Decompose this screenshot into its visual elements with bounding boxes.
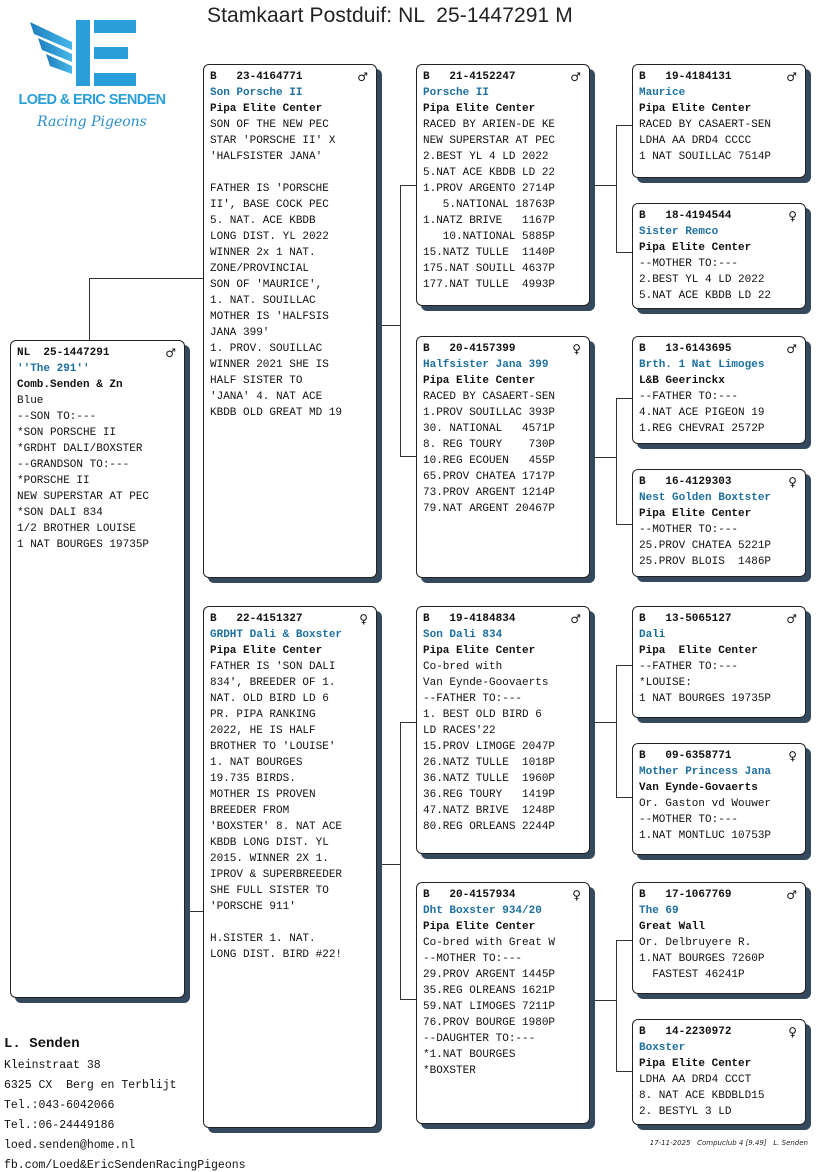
pigeon-owner: Pipa Elite Center bbox=[639, 103, 752, 115]
connector-fm-branch bbox=[616, 398, 633, 525]
card-text-line: --MOTHER TO:--- bbox=[423, 953, 523, 965]
pedigree-card-father-mother[interactable] bbox=[416, 336, 590, 578]
connector-ff-parents bbox=[590, 185, 616, 186]
card-text-line: 1.NATZ BRIVE 1167P bbox=[423, 215, 556, 227]
card-text-line: --MOTHER TO:--- bbox=[639, 814, 739, 826]
ring-number: B 21-4152247 bbox=[423, 71, 516, 83]
card-text-line: IPROV & SUPERBREEDER bbox=[210, 869, 343, 881]
pigeon-owner: Pipa Elite Center bbox=[423, 103, 536, 115]
card-text-line: 1. PROV. SOUILLAC bbox=[210, 343, 323, 355]
card-text-line: 76.PROV BOURGE 1980P bbox=[423, 1017, 556, 1029]
card-text-line: --FATHER TO:--- bbox=[639, 391, 739, 403]
card-text-line: NAT. OLD BIRD LD 6 bbox=[210, 693, 329, 705]
logo-mark-icon bbox=[12, 16, 172, 92]
ring-number-row bbox=[639, 474, 799, 490]
ring-number-row bbox=[17, 345, 178, 361]
pigeon-name: ''The 291'' bbox=[17, 363, 90, 375]
card-text-line: WINNER 2x 1 NAT. bbox=[210, 247, 316, 259]
pigeon-owner: Pipa Elite Center bbox=[210, 645, 323, 657]
card-text-line: Van Eynde-Goovaerts bbox=[423, 677, 549, 689]
card-text-line: NEW SUPERSTAR AT PEC bbox=[17, 491, 150, 503]
male-sex-icon: ♂ bbox=[165, 346, 176, 360]
card-text-line: FATHER IS 'PORSCHE bbox=[210, 183, 329, 195]
connector-father-parents bbox=[377, 325, 400, 326]
pedigree-card-mmf[interactable] bbox=[632, 882, 806, 994]
card-text-line: LDHA AA DRD4 CCCT bbox=[639, 1074, 752, 1086]
card-text-line: 1 NAT BOURGES 19735P bbox=[17, 539, 150, 551]
address-line: Kleinstraat 38 bbox=[4, 1059, 101, 1072]
pedigree-card-father[interactable] bbox=[203, 64, 377, 578]
card-text-line: 36.NATZ TULLE 1960P bbox=[423, 773, 556, 785]
card-text-line: STAR 'PORSCHE II' X bbox=[210, 135, 336, 147]
card-text-line: 79.NAT ARGENT 20467P bbox=[423, 503, 556, 515]
ring-number-row bbox=[639, 1024, 799, 1040]
ring-number: B 19-4184834 bbox=[423, 613, 516, 625]
ring-number-row bbox=[423, 341, 583, 357]
card-text-line: NEW SUPERSTAR AT PEC bbox=[423, 135, 556, 147]
card-text-line: 80.REG ORLEANS 2244P bbox=[423, 821, 556, 833]
card-text-line: 36.REG TOURY 1419P bbox=[423, 789, 556, 801]
card-text-line: 'PORSCHE 911' bbox=[210, 901, 296, 913]
pigeon-name: Maurice bbox=[639, 87, 686, 99]
pigeon-owner: L&B Geerinckx bbox=[639, 375, 725, 387]
phone-line: Tel.:043-6042066 bbox=[4, 1099, 115, 1112]
card-text-line: --MOTHER TO:--- bbox=[639, 258, 739, 270]
card-text-line: 1. NAT BOURGES bbox=[210, 757, 303, 769]
ring-number: B 17-1067769 bbox=[639, 889, 732, 901]
card-text-line: 177.NAT TULLE 4993P bbox=[423, 279, 556, 291]
ring-number: B 13-6143695 bbox=[639, 343, 732, 355]
card-text-line: 2022, HE IS HALF bbox=[210, 725, 316, 737]
card-text-line: 1. NAT. SOUILLAC bbox=[210, 295, 316, 307]
card-text-line: KBDB OLD GREAT MD 19 bbox=[210, 407, 343, 419]
card-text-line: BROTHER TO 'LOUISE' bbox=[210, 741, 336, 753]
ring-number-row bbox=[210, 69, 370, 85]
card-text-line: 1.PROV SOUILLAC 393P bbox=[423, 407, 556, 419]
ring-number-row bbox=[423, 611, 583, 627]
connector-father-branch bbox=[400, 185, 417, 457]
ring-number: B 14-2230972 bbox=[639, 1026, 732, 1038]
card-text-line: --FATHER TO:--- bbox=[639, 661, 739, 673]
card-text-line: --MOTHER TO:--- bbox=[639, 524, 739, 536]
male-sex-icon: ♂ bbox=[786, 70, 797, 84]
card-text-line: KBDB LONG DIST. YL bbox=[210, 837, 329, 849]
pigeon-name: Brth. 1 Nat Limoges bbox=[639, 359, 765, 371]
card-text-line: 2.BEST YL 4 LD 2022 bbox=[639, 274, 765, 286]
card-text-line: --DAUGHTER TO:--- bbox=[423, 1033, 536, 1045]
card-text-line: 1.REG CHEVRAI 2572P bbox=[639, 423, 765, 435]
card-text-line: FASTEST 46241P bbox=[639, 969, 745, 981]
pigeon-owner: Pipa Elite Center bbox=[639, 1058, 752, 1070]
ring-number: B 23-4164771 bbox=[210, 71, 303, 83]
pigeon-name: Nest Golden Boxtster bbox=[639, 492, 772, 504]
pigeon-name: Sister Remco bbox=[639, 226, 719, 238]
male-sex-icon: ♂ bbox=[570, 70, 581, 84]
logo-tagline: Racing Pigeons bbox=[37, 114, 147, 130]
ring-number: B 18-4194544 bbox=[639, 210, 732, 222]
card-text-line: H.SISTER 1. NAT. bbox=[210, 933, 316, 945]
phone-line: Tel.:06-24449186 bbox=[4, 1119, 115, 1132]
male-sex-icon: ♂ bbox=[357, 70, 368, 84]
pigeon-owner: Pipa Elite Center bbox=[210, 103, 323, 115]
print-footer: 17-11-2025 Compuclub 4 [9.49] L. Senden bbox=[649, 1139, 808, 1147]
card-text-line: 15.PROV LIMOGE 2047P bbox=[423, 741, 556, 753]
card-text-line: 30. NATIONAL 4571P bbox=[423, 423, 556, 435]
card-text-line: 175.NAT SOUILL 4637P bbox=[423, 263, 556, 275]
card-text-line: 5. NAT. ACE KBDB bbox=[210, 215, 316, 227]
card-text-line bbox=[210, 165, 370, 181]
card-text-line: 35.REG OLREANS 1621P bbox=[423, 985, 556, 997]
ring-number: B 19-4184131 bbox=[639, 71, 732, 83]
card-text-line: 25.PROV BLOIS 1486P bbox=[639, 556, 772, 568]
ring-number-row bbox=[639, 611, 799, 627]
ring-number: B 20-4157399 bbox=[423, 343, 516, 355]
card-text-line: 2015. WINNER 2X 1. bbox=[210, 853, 329, 865]
card-text-line: BREEDER FROM bbox=[210, 805, 290, 817]
card-text-line: 5.NATIONAL 18763P bbox=[423, 199, 556, 211]
ring-number: B 16-4129303 bbox=[639, 476, 732, 488]
pigeon-owner: Pipa Elite Center bbox=[423, 921, 536, 933]
card-text-line: 26.NATZ TULLE 1018P bbox=[423, 757, 556, 769]
owner-address bbox=[4, 1034, 246, 1172]
card-text-line: 1/2 BROTHER LOUISE bbox=[17, 523, 136, 535]
card-text-line: Co-bred with bbox=[423, 661, 503, 673]
pigeon-owner: Comb.Senden & Zn bbox=[17, 379, 123, 391]
ring-number-row bbox=[423, 887, 583, 903]
card-text-line: Or. Gaston vd Wouwer bbox=[639, 798, 772, 810]
card-text-line: JANA 399' bbox=[210, 327, 270, 339]
ring-number-row bbox=[639, 69, 799, 85]
card-text-line: 'HALFSISTER JANA' bbox=[210, 151, 323, 163]
pigeon-name: GRDHT Dali & Boxster bbox=[210, 629, 343, 641]
card-text-line: LDHA AA DRD4 CCCC bbox=[639, 135, 752, 147]
card-text-line: 8. NAT ACE KBDBLD15 bbox=[639, 1090, 765, 1102]
card-text-line: 5.NAT ACE KBDB LD 22 bbox=[639, 290, 772, 302]
pigeon-owner: Pipa Elite Center bbox=[423, 645, 536, 657]
pedigree-card-subject[interactable] bbox=[10, 340, 185, 998]
card-text-line: Or. Delbruyere R. bbox=[639, 937, 752, 949]
card-text-line: *BOXSTER bbox=[423, 1065, 476, 1077]
address-line: 6325 CX Berg en Terblijt bbox=[4, 1079, 177, 1092]
pigeon-name: Son Porsche II bbox=[210, 87, 303, 99]
female-sex-icon: ♀ bbox=[788, 475, 797, 489]
card-text-line: WINNER 2021 SHE IS bbox=[210, 359, 329, 371]
pedigree-card-mother-father[interactable] bbox=[416, 606, 590, 854]
card-text-line: Co-bred with Great W bbox=[423, 937, 556, 949]
card-text-line: 59.NAT LIMOGES 7211P bbox=[423, 1001, 556, 1013]
pigeon-owner: Van Eynde-Govaerts bbox=[639, 782, 758, 794]
ring-number: B 20-4157934 bbox=[423, 889, 516, 901]
pigeon-name: Boxster bbox=[639, 1042, 686, 1054]
card-text-line: 1.PROV ARGENTO 2714P bbox=[423, 183, 556, 195]
card-text-line: 1.NAT MONTLUC 10753P bbox=[639, 830, 772, 842]
female-sex-icon: ♀ bbox=[572, 342, 581, 356]
ring-number-row bbox=[639, 341, 799, 357]
card-text-line: ZONE/PROVINCIAL bbox=[210, 263, 310, 275]
male-sex-icon: ♂ bbox=[786, 342, 797, 356]
pigeon-name: The 69 bbox=[639, 905, 679, 917]
pedigree-card-mff[interactable] bbox=[632, 606, 806, 718]
card-text-line: 5.NAT ACE KBDB LD 22 bbox=[423, 167, 556, 179]
female-sex-icon: ♀ bbox=[788, 1025, 797, 1039]
card-text-line: RACED BY CASAERT-SEN bbox=[423, 391, 556, 403]
card-text-line: 25.PROV CHATEA 5221P bbox=[639, 540, 772, 552]
card-text-line: SON OF THE NEW PEC bbox=[210, 119, 329, 131]
ring-number-row bbox=[423, 69, 583, 85]
pigeon-owner: Pipa Elite Center bbox=[639, 508, 752, 520]
connector-fm-parents bbox=[590, 457, 616, 458]
connector-mother-branch bbox=[400, 722, 417, 1000]
ring-number-row bbox=[639, 208, 799, 224]
card-text-line: *PORSCHE II bbox=[17, 475, 90, 487]
ring-number: B 09-6358771 bbox=[639, 750, 732, 762]
pigeon-name: Son Dali 834 bbox=[423, 629, 503, 641]
connector-mf-branch bbox=[616, 665, 633, 798]
male-sex-icon: ♂ bbox=[570, 612, 581, 626]
pigeon-name: Mother Princess Jana bbox=[639, 766, 772, 778]
card-text-line: *LOUISE: bbox=[639, 677, 692, 689]
card-text-line: 47.NATZ BRIVE 1248P bbox=[423, 805, 556, 817]
male-sex-icon: ♂ bbox=[786, 888, 797, 902]
ring-number: NL 25-1447291 bbox=[17, 347, 110, 359]
owner-name: L. Senden bbox=[4, 1036, 80, 1052]
card-text-line: *GRDHT DALI/BOXSTER bbox=[17, 443, 143, 455]
card-text-line: --GRANDSON TO:--- bbox=[17, 459, 130, 471]
pigeon-owner: Pipa Elite Center bbox=[423, 375, 536, 387]
card-text-line: SHE FULL SISTER TO bbox=[210, 885, 329, 897]
ring-number-row bbox=[639, 887, 799, 903]
card-text-line: 834', BREEDER OF 1. bbox=[210, 677, 336, 689]
page-title: Stamkaart Postduif: NL 25-1447291 M bbox=[207, 4, 573, 27]
card-text-line: 4.NAT ACE PIGEON 19 bbox=[639, 407, 765, 419]
card-text-line: 73.PROV ARGENT 1214P bbox=[423, 487, 556, 499]
pedigree-card-mfm[interactable] bbox=[632, 743, 806, 855]
card-text-line: 19.735 BIRDS. bbox=[210, 773, 296, 785]
card-text-line: 15.NATZ TULLE 1140P bbox=[423, 247, 556, 259]
card-text-line: 8. REG TOURY 730P bbox=[423, 439, 556, 451]
pedigree-card-fff[interactable] bbox=[632, 64, 806, 178]
brand-logo bbox=[12, 16, 172, 142]
card-text-line: 1.NAT BOURGES 7260P bbox=[639, 953, 765, 965]
card-text-line: II', BASE COCK PEC bbox=[210, 199, 329, 211]
connector-ff-branch bbox=[616, 125, 633, 253]
card-text-line: 1 NAT SOUILLAC 7514P bbox=[639, 151, 772, 163]
card-text-line: MOTHER IS 'HALFSIS bbox=[210, 311, 329, 323]
connector-mf-parents bbox=[590, 722, 616, 723]
female-sex-icon: ♀ bbox=[572, 888, 581, 902]
card-text-line: 65.PROV CHATEA 1717P bbox=[423, 471, 556, 483]
pedigree-card-father-father[interactable] bbox=[416, 64, 590, 306]
email-line[interactable]: loed.senden@home.nl bbox=[4, 1139, 136, 1152]
card-text-line: 10.REG ECOUEN 455P bbox=[423, 455, 556, 467]
female-sex-icon: ♀ bbox=[788, 209, 797, 223]
pigeon-name: Dali bbox=[639, 629, 666, 641]
male-sex-icon: ♂ bbox=[786, 612, 797, 626]
card-text-line: HALF SISTER TO bbox=[210, 375, 303, 387]
card-text-line: --FATHER TO:--- bbox=[423, 693, 523, 705]
card-text-line: *SON DALI 834 bbox=[17, 507, 103, 519]
card-text-line: 'JANA' 4. NAT ACE bbox=[210, 391, 323, 403]
card-text-line: 29.PROV ARGENT 1445P bbox=[423, 969, 556, 981]
connector-mother-parents bbox=[377, 864, 400, 865]
card-text-line: RACED BY ARIEN-DE KE bbox=[423, 119, 556, 131]
ring-number: B 13-5065127 bbox=[639, 613, 732, 625]
card-text-line: 2. BESTYL 3 LD bbox=[639, 1106, 732, 1118]
pigeon-owner: Great Wall bbox=[639, 921, 706, 933]
facebook-line[interactable]: fb.com/Loed&EricSendenRacingPigeons bbox=[4, 1159, 246, 1172]
card-text-line: RACED BY CASAERT-SEN bbox=[639, 119, 772, 131]
connector-mm-branch bbox=[616, 940, 633, 1072]
pedigree-card-fmf[interactable] bbox=[632, 336, 806, 444]
card-text-line: PR. PIPA RANKING bbox=[210, 709, 316, 721]
card-text-line bbox=[210, 915, 370, 931]
ring-number-row bbox=[639, 748, 799, 764]
pigeon-name: Dht Boxster 934/20 bbox=[423, 905, 542, 917]
pigeon-owner: Pipa Elite Center bbox=[639, 242, 752, 254]
logo-brand-text: LOED & ERIC SENDEN bbox=[18, 92, 166, 108]
card-text-line: --SON TO:--- bbox=[17, 411, 97, 423]
pedigree-card-mother-mother[interactable] bbox=[416, 882, 590, 1124]
pigeon-name: Porsche II bbox=[423, 87, 490, 99]
card-text-line: LONG DIST. BIRD #22! bbox=[210, 949, 343, 961]
card-text-line: MOTHER IS PROVEN bbox=[210, 789, 316, 801]
card-text-line: SON OF 'MAURICE', bbox=[210, 279, 323, 291]
card-text-line: *1.NAT BOURGES bbox=[423, 1049, 516, 1061]
card-text-line: 'BOXSTER' 8. NAT ACE bbox=[210, 821, 343, 833]
card-text-line: 1 NAT BOURGES 19735P bbox=[639, 693, 772, 705]
pedigree-card-mmm[interactable] bbox=[632, 1019, 806, 1125]
pigeon-name: Halfsister Jana 399 bbox=[423, 359, 549, 371]
card-text-line: LONG DIST. YL 2022 bbox=[210, 231, 329, 243]
connector-mm-parents bbox=[590, 1000, 616, 1001]
card-text-line: *SON PORSCHE II bbox=[17, 427, 117, 439]
card-text-line: 1. BEST OLD BIRD 6 bbox=[423, 709, 542, 721]
ring-number-row bbox=[210, 611, 370, 627]
card-text-line: FATHER IS 'SON DALI bbox=[210, 661, 336, 673]
pedigree-card-ffm[interactable] bbox=[632, 203, 806, 309]
card-text-line: Blue bbox=[17, 395, 44, 407]
connector-subject-father bbox=[89, 278, 204, 340]
pigeon-owner: Pipa Elite Center bbox=[639, 645, 758, 657]
female-sex-icon: ♀ bbox=[788, 749, 797, 763]
card-text-line: LD RACES'22 bbox=[423, 725, 496, 737]
pedigree-card-fmm[interactable] bbox=[632, 469, 806, 577]
female-sex-icon: ♀ bbox=[359, 612, 368, 626]
card-text-line: 2.BEST YL 4 LD 2022 bbox=[423, 151, 549, 163]
ring-number: B 22-4151327 bbox=[210, 613, 303, 625]
card-text-line: 10.NATIONAL 5885P bbox=[423, 231, 556, 243]
